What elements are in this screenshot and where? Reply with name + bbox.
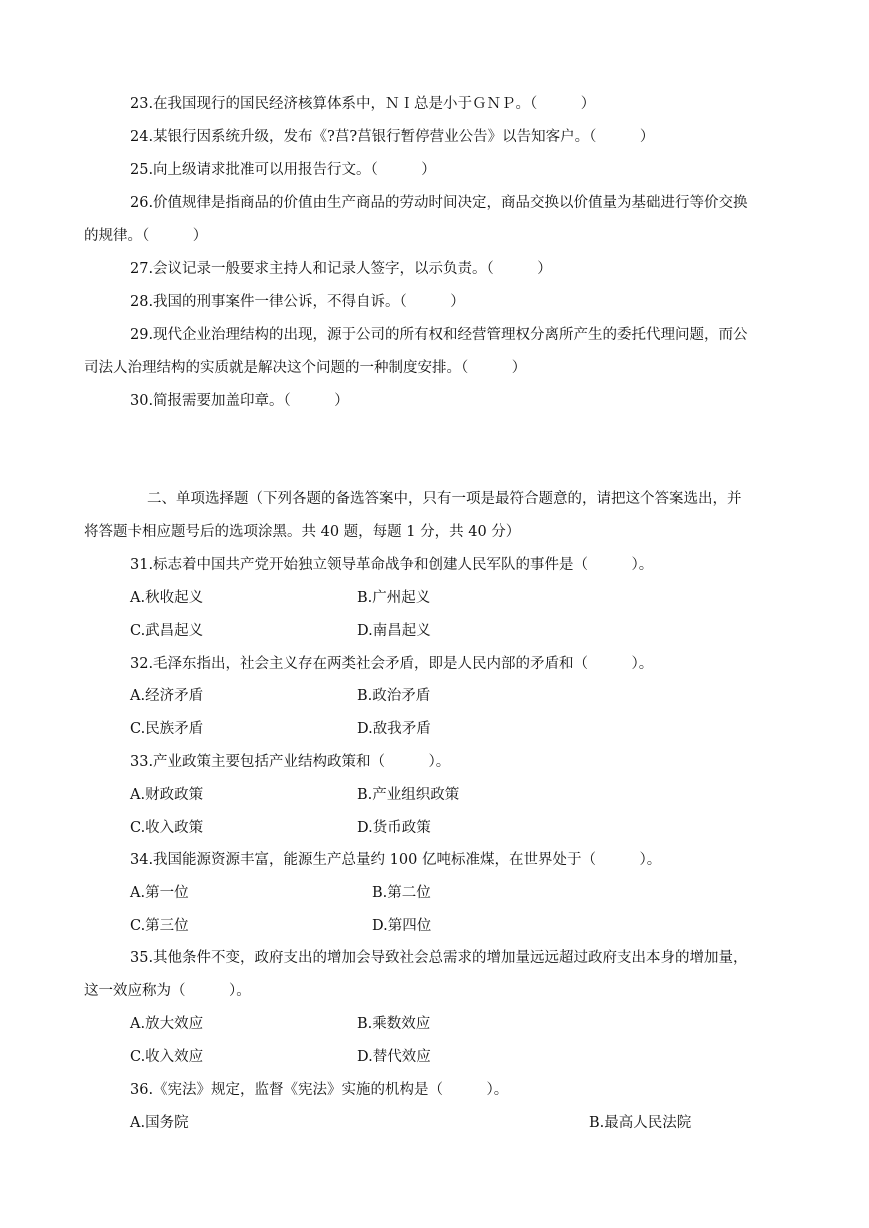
question-35-line-1: 35.其他条件不变，政府支出的增加会导致社会总需求的增加量远远超过政府支出本身的增加量，	[130, 950, 748, 966]
question-33-option-c: C.收入政策	[130, 820, 204, 836]
question-32-option-c: C.民族矛盾	[130, 721, 204, 737]
question-32-option-b: B.政治矛盾	[357, 688, 431, 704]
question-35-line-2: 这一效应称为（ ）。	[84, 983, 251, 999]
section-two-heading-line-2: 将答题卡相应题号后的选项涂黑。共 40 题，每题 1 分，共 40 分）	[84, 524, 521, 540]
question-34-option-c: C.第三位	[130, 918, 189, 934]
question-28: 28.我国的刑事案件一律公诉，不得自诉。（ ）	[130, 294, 465, 310]
question-26-line-2: 的规律。（ ）	[84, 228, 208, 244]
question-35-option-a: A.放大效应	[130, 1016, 204, 1032]
question-35-option-c: C.收入效应	[130, 1049, 204, 1065]
question-33-option-d: D.货币政策	[357, 820, 431, 836]
question-36-option-b: B.最高人民法院	[589, 1115, 692, 1131]
question-34-option-a: A.第一位	[130, 885, 189, 901]
question-30: 30.简报需要加盖印章。（ ）	[130, 393, 349, 409]
question-33-option-b: B.产业组织政策	[357, 787, 460, 803]
question-31-option-d: D.南昌起义	[357, 623, 431, 639]
question-27: 27.会议记录一般要求主持人和记录人签字，以示负责。（ ）	[130, 261, 552, 277]
question-33: 33.产业政策主要包括产业结构政策和（ ）。	[130, 754, 451, 770]
section-two-heading-line-1: 二、单项选择题（下列各题的备选答案中，只有一项是最符合题意的，请把这个答案选出，并	[147, 491, 742, 507]
question-34-option-d: D.第四位	[372, 918, 432, 934]
question-34-option-b: B.第二位	[372, 885, 431, 901]
question-31: 31.标志着中国共产党开始独立领导革命战争和创建人民军队的事件是（ ）。	[130, 557, 654, 573]
question-34: 34.我国能源资源丰富，能源生产总量约 100 亿吨标准煤，在世界处于（ ）。	[130, 852, 662, 868]
question-35-option-b: B.乘数效应	[357, 1016, 431, 1032]
question-32: 32.毛泽东指出，社会主义存在两类社会矛盾，即是人民内部的矛盾和（ ）。	[130, 656, 654, 672]
question-36-option-a: A.国务院	[130, 1115, 189, 1131]
question-31-option-c: C.武昌起义	[130, 623, 204, 639]
question-24: 24.某银行因系统升级，发布《?莒?莒银行暂停营业公告》以告知客户。（ ）	[130, 129, 655, 145]
question-36: 36.《宪法》规定，监督《宪法》实施的机构是（ ）。	[130, 1082, 509, 1098]
question-25: 25.向上级请求批准可以用报告行文。（ ）	[130, 162, 436, 178]
question-31-option-b: B.广州起义	[357, 590, 431, 606]
question-26-line-1: 26.价值规律是指商品的价值由生产商品的劳动时间决定，商品交换以价值量为基础进行等价交换	[130, 195, 748, 211]
question-33-option-a: A.财政政策	[130, 787, 204, 803]
question-32-option-a: A.经济矛盾	[130, 688, 204, 704]
question-29-line-2: 司法人治理结构的实质就是解决这个问题的一种制度安排。（ ）	[84, 360, 527, 376]
question-29-line-1: 29.现代企业治理结构的出现，源于公司的所有权和经营管理权分离所产生的委托代理问题，而公	[130, 327, 748, 343]
question-31-option-a: A.秋收起义	[130, 590, 204, 606]
question-23: 23.在我国现行的国民经济核算体系中，ＮＩ总是小于ＧＮＰ。（ ）	[130, 96, 596, 112]
question-35-option-d: D.替代效应	[357, 1049, 431, 1065]
question-32-option-d: D.敌我矛盾	[357, 721, 431, 737]
